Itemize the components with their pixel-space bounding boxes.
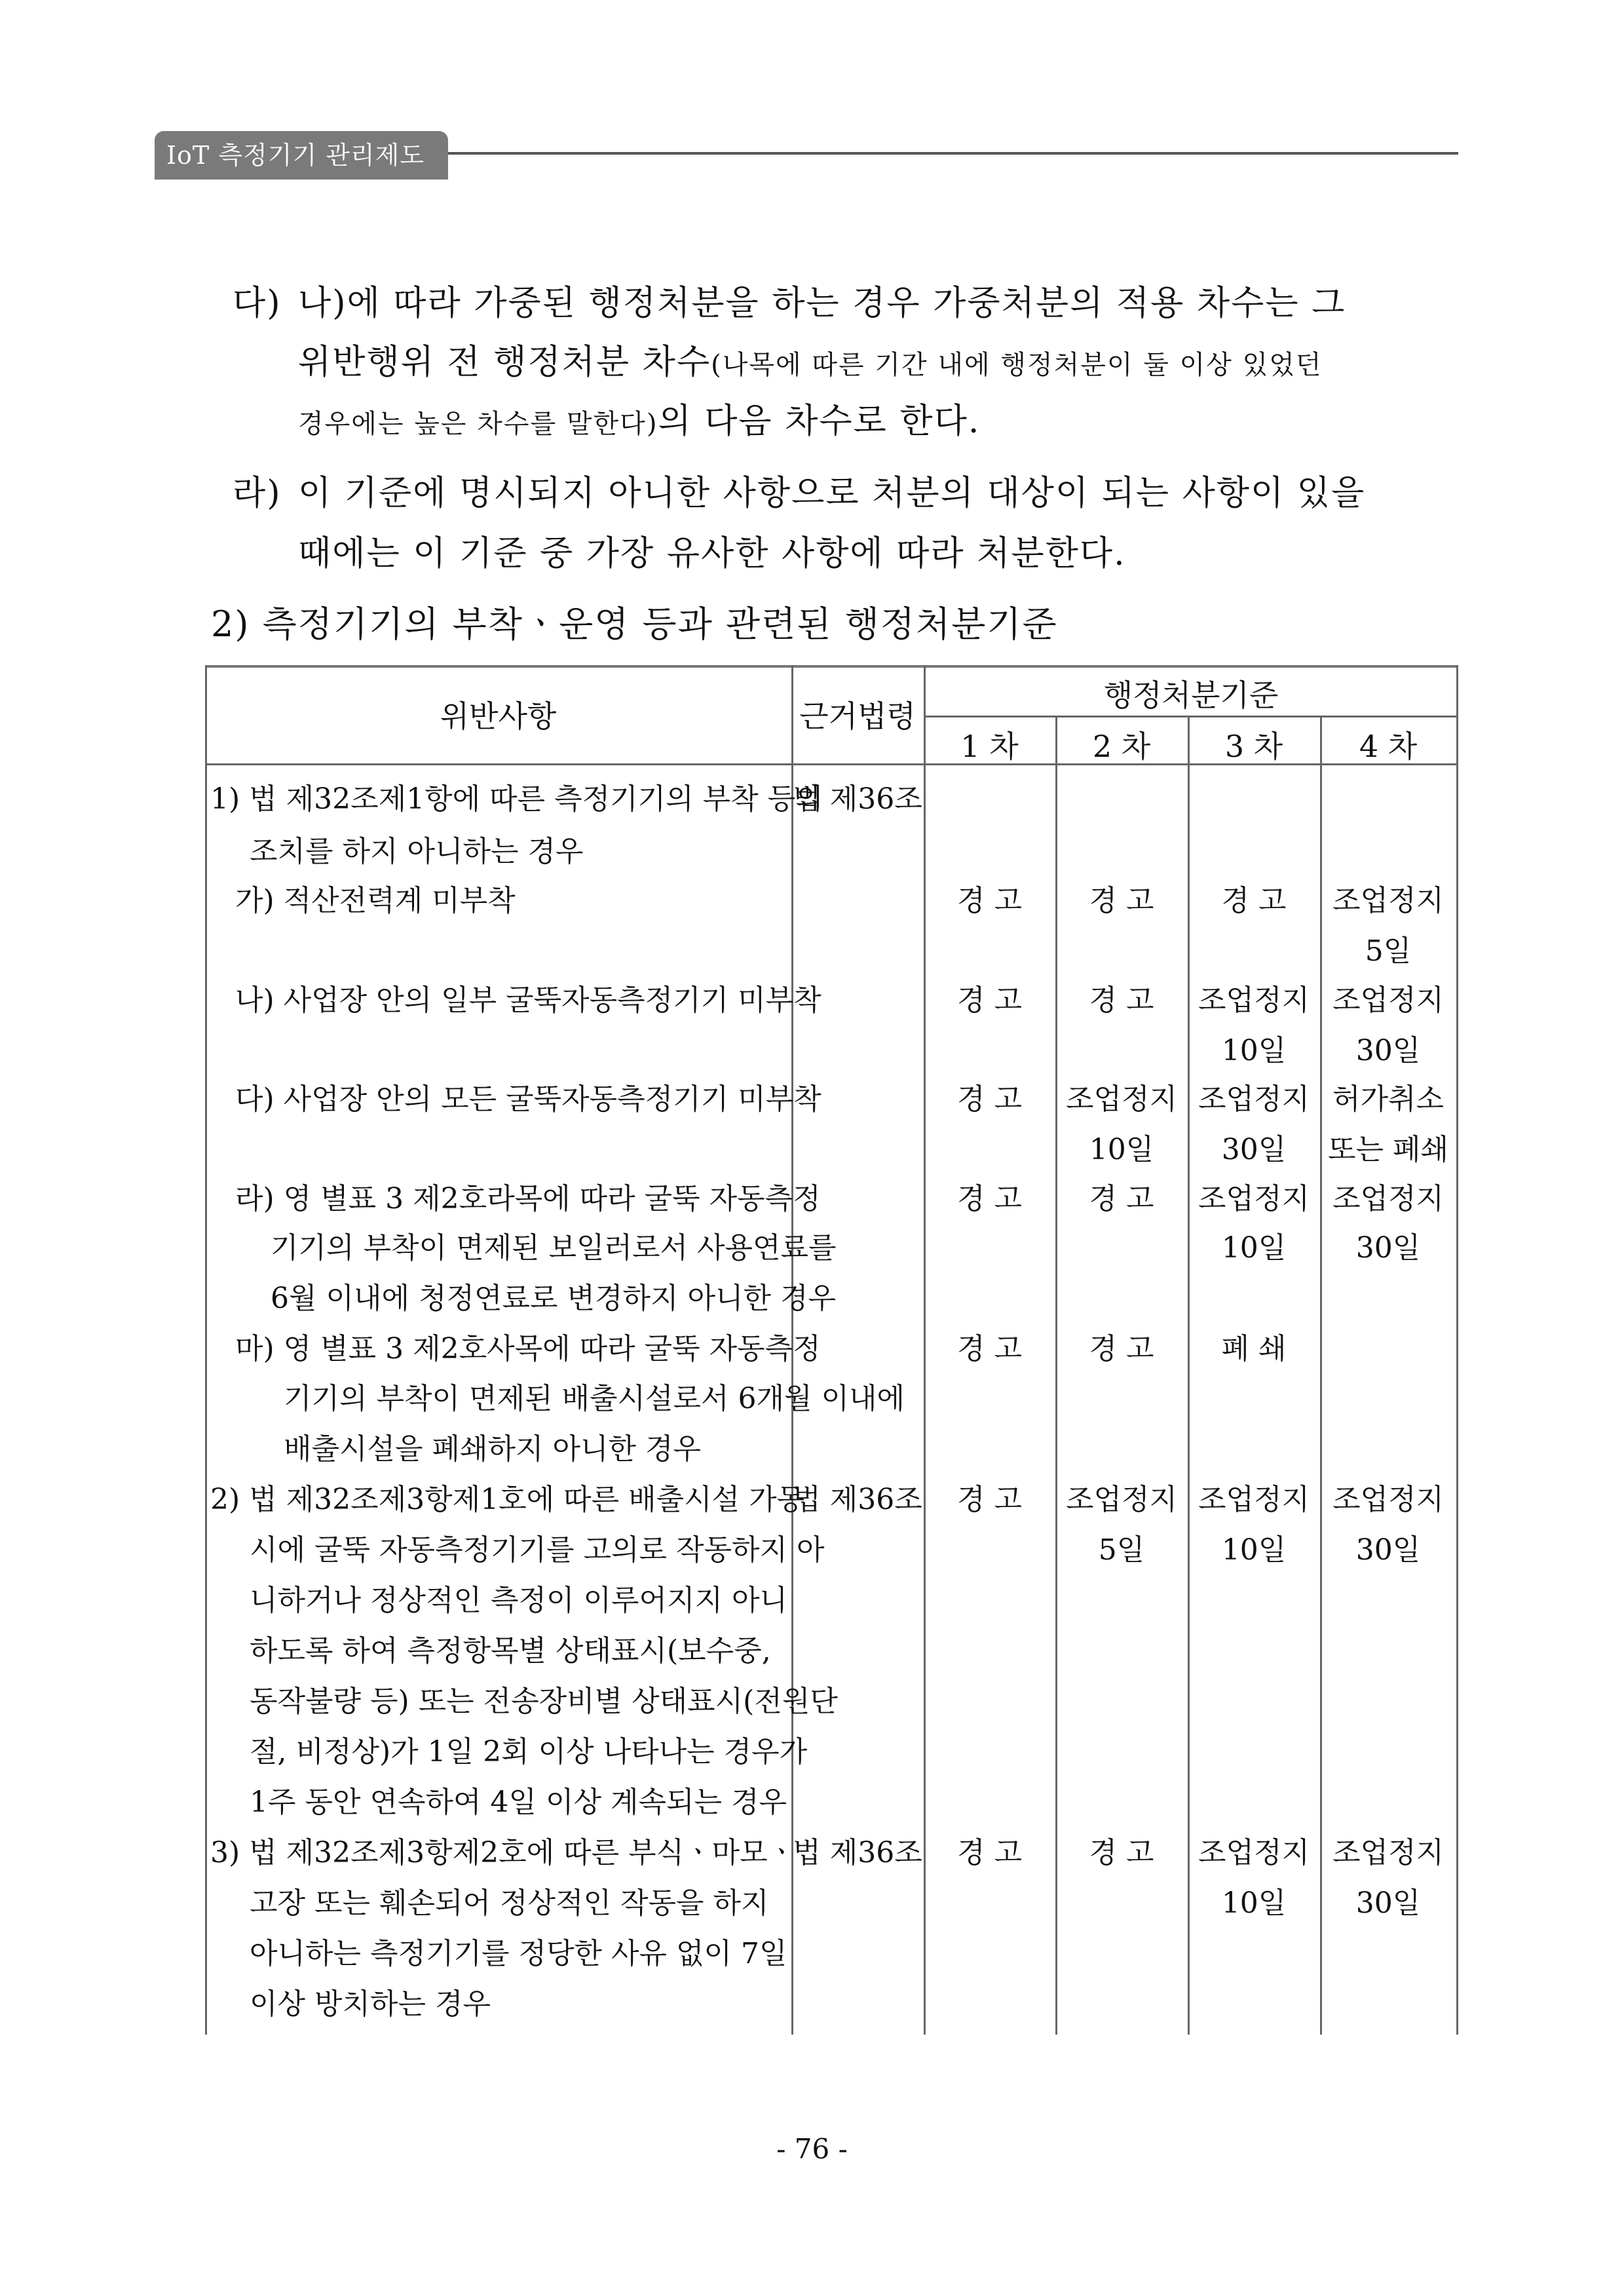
header-penalty-group: 행정처분기준 — [1103, 678, 1279, 713]
paragraph-line: 때에는 이 기준 중 가장 유사한 사항에 따라 처분한다. — [298, 534, 1126, 573]
header-law: 근거법령 — [799, 698, 916, 734]
penalty-cell: 조업정지 — [1332, 1836, 1444, 1869]
violation-line: 절, 비정상)가 1일 2회 이상 나타나는 경우가 — [250, 1735, 808, 1769]
paragraph-line: 나)에 따라 가중된 행정처분을 하는 경우 가중처분의 적용 차수는 그 — [298, 284, 1346, 323]
penalty-duration: 30일 — [1221, 1133, 1287, 1166]
violation-line: 1) 법 제32조제1항에 따른 측정기기의 부착 등의 — [210, 782, 823, 816]
header-violation: 위반사항 — [440, 698, 557, 734]
header-round-3: 3 차 — [1224, 729, 1283, 764]
penalty-cell: 경 고 — [957, 984, 1022, 1017]
violation-line: 고장 또는 훼손되어 정상적인 작동을 하지 — [250, 1886, 769, 1920]
violation-line: 마) 영 별표 3 제2호사목에 따라 굴뚝 자동측정 — [235, 1332, 821, 1366]
penalty-duration: 10일 — [1221, 1886, 1287, 1920]
penalty-cell: 조업정지 — [1198, 1836, 1310, 1869]
penalty-cell: 허가취소 — [1332, 1082, 1444, 1116]
paragraph-line — [298, 334, 1323, 383]
law-cell: 법 제36조 — [793, 1836, 922, 1869]
penalty-cell: 조업정지 — [1332, 984, 1444, 1017]
penalty-duration: 10일 — [1221, 1034, 1287, 1067]
header-round-2: 2 차 — [1092, 729, 1151, 764]
violation-line: 나) 사업장 안의 일부 굴뚝자동측정기기 미부착 — [235, 984, 821, 1017]
violation-line: 조치를 하지 아니하는 경우 — [250, 835, 584, 868]
paragraph-note: (나목에 따른 기간 내에 행정처분이 둘 이상 있었던 — [711, 350, 1323, 380]
penalty-cell: 경 고 — [1089, 884, 1154, 917]
paragraph-note: 경우에는 높은 차수를 말한다) — [298, 409, 658, 439]
penalty-cell: 조업정지 — [1065, 1082, 1177, 1116]
penalty-duration: 10일 — [1221, 1533, 1287, 1567]
penalty-cell: 조업정지 — [1332, 884, 1444, 917]
violation-line: 이상 방치하는 경우 — [250, 1987, 491, 2021]
page-number: - 76 - — [776, 2133, 848, 2165]
violation-line: 니하거나 정상적인 측정이 이루어지지 아니 — [250, 1584, 788, 1617]
violation-line: 기기의 부착이 면제된 배출시설로서 6개월 이내에 — [284, 1382, 905, 1415]
penalty-duration: 30일 — [1355, 1533, 1421, 1567]
penalty-cell: 경 고 — [957, 1182, 1022, 1215]
penalty-cell: 경 고 — [957, 1836, 1022, 1869]
penalty-cell: 경 고 — [1089, 1182, 1154, 1215]
violation-line: 라) 영 별표 3 제2호라목에 따라 굴뚝 자동측정 — [235, 1182, 821, 1215]
paragraph-line: 이 기준에 명시되지 아니한 사항으로 처분의 대상이 되는 사항이 있을 — [298, 474, 1366, 513]
penalty-cell: 폐 쇄 — [1221, 1332, 1287, 1366]
penalty-duration: 5일 — [1098, 1533, 1145, 1567]
penalty-cell: 경 고 — [1221, 884, 1287, 917]
penalty-cell: 경 고 — [1089, 984, 1154, 1017]
paragraph-text: 위반행위 전 행정처분 차수 — [298, 343, 711, 382]
table-header-divider — [924, 716, 1458, 718]
penalty-duration: 10일 — [1089, 1133, 1154, 1166]
penalty-cell: 조업정지 — [1065, 1483, 1177, 1516]
violation-line: 동작불량 등) 또는 전송장비별 상태표시(전원단 — [250, 1685, 838, 1718]
chapter-tag: IoT 측정기기 관리제도 — [155, 131, 448, 180]
penalty-cell: 조업정지 — [1198, 1082, 1310, 1116]
violation-line: 배출시설을 폐쇄하지 아니한 경우 — [284, 1432, 702, 1466]
penalty-cell: 경 고 — [957, 1332, 1022, 1366]
law-cell: 법 제36조 — [793, 1483, 922, 1516]
penalty-cell: 경 고 — [957, 1483, 1022, 1516]
penalty-duration: 30일 — [1355, 1231, 1421, 1265]
penalty-duration: 5일 — [1365, 934, 1412, 968]
violation-line: 6월 이내에 청정연료로 변경하지 아니한 경우 — [271, 1282, 836, 1315]
penalty-cell: 조업정지 — [1332, 1182, 1444, 1215]
law-cell: 법 제36조 — [793, 782, 922, 816]
paragraph-text: 의 다음 차수로 한다. — [658, 402, 981, 441]
penalty-cell: 경 고 — [1089, 1836, 1154, 1869]
penalty-duration: 또는 폐쇄 — [1327, 1133, 1448, 1166]
table-left-border — [205, 665, 207, 2035]
violation-line: 2) 법 제32조제3항제1호에 따른 배출시설 가동 — [210, 1483, 805, 1516]
paragraph-label: 라) — [233, 474, 282, 513]
header-rule — [448, 152, 1458, 155]
violation-line: 시에 굴뚝 자동측정기기를 고의로 작동하지 아 — [250, 1533, 825, 1567]
table-top-border — [205, 665, 1458, 668]
violation-line: 아니하는 측정기기를 정당한 사유 없이 7일 — [250, 1937, 787, 1970]
violation-line: 1주 동안 연속하여 4일 이상 계속되는 경우 — [250, 1786, 787, 1819]
penalty-cell: 조업정지 — [1198, 1483, 1310, 1516]
penalty-table — [205, 665, 1458, 2035]
header-round-4: 4 차 — [1359, 729, 1418, 764]
violation-line: 가) 적산전력계 미부착 — [235, 884, 516, 917]
penalty-cell: 경 고 — [957, 1082, 1022, 1116]
penalty-duration: 10일 — [1221, 1231, 1287, 1265]
header-round-1: 1 차 — [960, 729, 1019, 764]
violation-line: 기기의 부착이 면제된 보일러로서 사용연료를 — [271, 1231, 837, 1265]
penalty-cell: 조업정지 — [1198, 984, 1310, 1017]
paragraph-label: 다) — [233, 284, 282, 323]
violation-line: 다) 사업장 안의 모든 굴뚝자동측정기기 미부착 — [235, 1082, 821, 1116]
penalty-cell: 조업정지 — [1332, 1483, 1444, 1516]
table-right-border — [1456, 665, 1458, 2035]
penalty-cell: 조업정지 — [1198, 1182, 1310, 1215]
violation-line: 하도록 하여 측정항목별 상태표시(보수중, — [250, 1634, 771, 1668]
penalty-duration: 30일 — [1355, 1886, 1421, 1920]
penalty-cell: 경 고 — [1089, 1332, 1154, 1366]
violation-line: 3) 법 제32조제3항제2호에 따른 부식ㆍ마모ㆍ — [210, 1836, 796, 1869]
section-title: 2) 측정기기의 부착ㆍ운영 등과 관련된 행정처분기준 — [211, 603, 1058, 645]
paragraph-line — [298, 393, 980, 442]
penalty-cell: 경 고 — [957, 884, 1022, 917]
penalty-duration: 30일 — [1355, 1034, 1421, 1067]
